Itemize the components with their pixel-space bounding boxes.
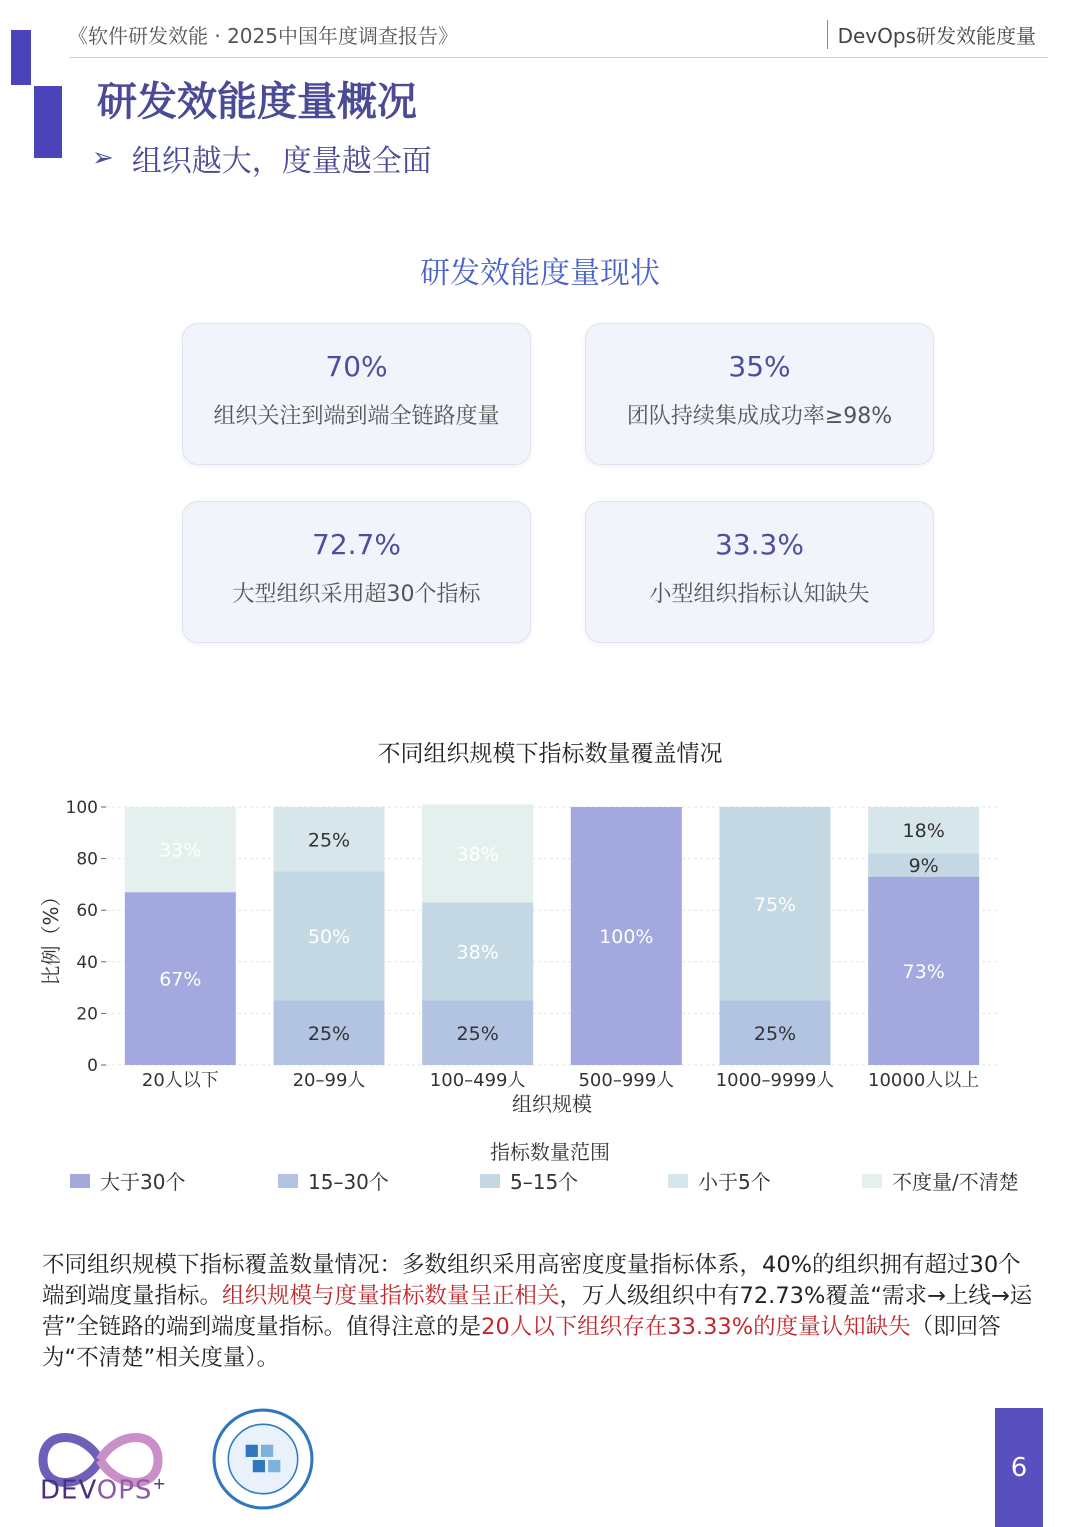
y-tick-label: 40 xyxy=(76,952,98,973)
stat-card-large-org xyxy=(182,501,531,643)
chart-legend xyxy=(70,1166,1050,1196)
legend-item xyxy=(70,1166,185,1195)
legend-title: 指标数量范围 xyxy=(490,1140,610,1164)
y-tick-label: 60 xyxy=(76,901,98,922)
stat-value: 72.7% xyxy=(312,528,401,561)
legend-item xyxy=(480,1166,578,1195)
x-tick-label: 20–99人 xyxy=(292,1070,366,1091)
legend-swatch xyxy=(862,1174,882,1188)
legend-label: 不度量/不清楚 xyxy=(892,1170,1019,1194)
title-accent-bar xyxy=(34,86,62,158)
subtitle-text: 组织越大，度量越全面 xyxy=(131,144,432,179)
x-tick-label: 500–999人 xyxy=(578,1070,675,1091)
sse-society-seal-logo xyxy=(212,1408,314,1510)
x-tick-label: 100–499人 xyxy=(429,1070,526,1091)
y-tick-label: 20 xyxy=(76,1004,98,1025)
legend-item xyxy=(278,1166,389,1195)
data-label: 18% xyxy=(902,820,945,843)
data-label: 25% xyxy=(307,829,351,852)
report-title: 《软件研发效能 · 2025中国年度调查报告》 xyxy=(68,24,458,48)
summary-text: 不同组织规模下指标覆盖数量情况：多数组织采用高密度度量指标体系，40%的组织拥有超过30个端到端度量指标。 xyxy=(42,1252,1021,1309)
data-label: 50% xyxy=(307,926,351,948)
data-label: 38% xyxy=(456,843,499,866)
x-tick-label: 20人以下 xyxy=(141,1070,219,1091)
data-label: 100% xyxy=(599,926,654,948)
summary-text: ，万人级组织中有72.73%覆盖“需求→上线→运营”全链路的端到端度量指标。值得注意的是 xyxy=(42,1283,1033,1340)
header-divider xyxy=(70,57,1048,58)
arrow-bullet-icon: ➢ xyxy=(92,143,114,173)
summary-highlight: 20人以下组织存在33.33%的度量认知缺失 xyxy=(481,1314,911,1340)
legend-swatch xyxy=(480,1174,500,1188)
legend-swatch xyxy=(668,1174,688,1188)
stat-label: 组织关注到端到端全链路度量 xyxy=(213,404,500,429)
stacked-bar-chart xyxy=(0,780,1080,1120)
summary-paragraph xyxy=(42,1250,1042,1374)
y-axis-label: 比例（%） xyxy=(39,886,63,986)
data-label: 73% xyxy=(902,960,945,983)
data-label: 25% xyxy=(753,1022,797,1045)
stat-label: 大型组织采用超30个指标 xyxy=(232,582,481,607)
stat-value: 33.3% xyxy=(715,528,804,561)
legend-label: 大于30个 xyxy=(100,1170,186,1194)
devops-logo-ops: OPS xyxy=(96,1475,153,1506)
header-accent-bar xyxy=(11,30,31,85)
devops-logo-text xyxy=(40,1474,167,1506)
legend-swatch xyxy=(278,1174,298,1188)
data-label: 9% xyxy=(908,855,939,878)
x-axis-label: 组织规模 xyxy=(512,1092,592,1116)
legend-item xyxy=(862,1166,1019,1195)
y-tick-label: 100 xyxy=(65,798,98,818)
legend-swatch xyxy=(70,1174,90,1188)
data-label: 25% xyxy=(456,1022,499,1045)
stat-value: 35% xyxy=(728,350,791,383)
summary-text: （即回答为“不清楚”相关度量）。 xyxy=(42,1314,1001,1371)
section-name: DevOps研发效能度量 xyxy=(827,20,1036,49)
legend-label: 15–30个 xyxy=(308,1170,389,1194)
y-tick-label: 80 xyxy=(76,849,98,870)
y-tick-label: 0 xyxy=(87,1056,98,1076)
stat-value: 70% xyxy=(325,350,388,383)
data-label: 25% xyxy=(307,1022,351,1045)
stat-card-small-org xyxy=(585,501,934,643)
x-tick-label: 10000人以上 xyxy=(868,1070,980,1091)
x-tick-label: 1000–9999人 xyxy=(715,1070,835,1091)
stat-card-ci-success xyxy=(585,323,934,465)
data-label: 67% xyxy=(159,968,202,991)
data-label: 75% xyxy=(753,893,797,916)
devops-logo-plus: + xyxy=(152,1474,167,1493)
stat-label: 小型组织指标认知缺失 xyxy=(649,582,870,607)
devops-logo-dev: DEV xyxy=(40,1475,97,1506)
page-title: 研发效能度量概况 xyxy=(97,79,417,125)
stats-section-title: 研发效能度量现状 xyxy=(420,256,660,291)
chart-title: 不同组织规模下指标数量覆盖情况 xyxy=(377,741,723,767)
legend-label: 小于5个 xyxy=(698,1170,771,1194)
stat-label: 团队持续集成成功率≥98% xyxy=(626,404,893,429)
summary-highlight: 组织规模与度量指标数量呈正相关 xyxy=(222,1283,560,1309)
stat-card-end-to-end xyxy=(182,323,531,465)
data-label: 38% xyxy=(456,941,499,964)
legend-label: 5–15个 xyxy=(510,1170,579,1194)
data-label: 33% xyxy=(159,839,202,862)
subtitle xyxy=(92,136,432,180)
legend-item xyxy=(668,1166,771,1195)
page-number: 6 xyxy=(995,1408,1043,1527)
